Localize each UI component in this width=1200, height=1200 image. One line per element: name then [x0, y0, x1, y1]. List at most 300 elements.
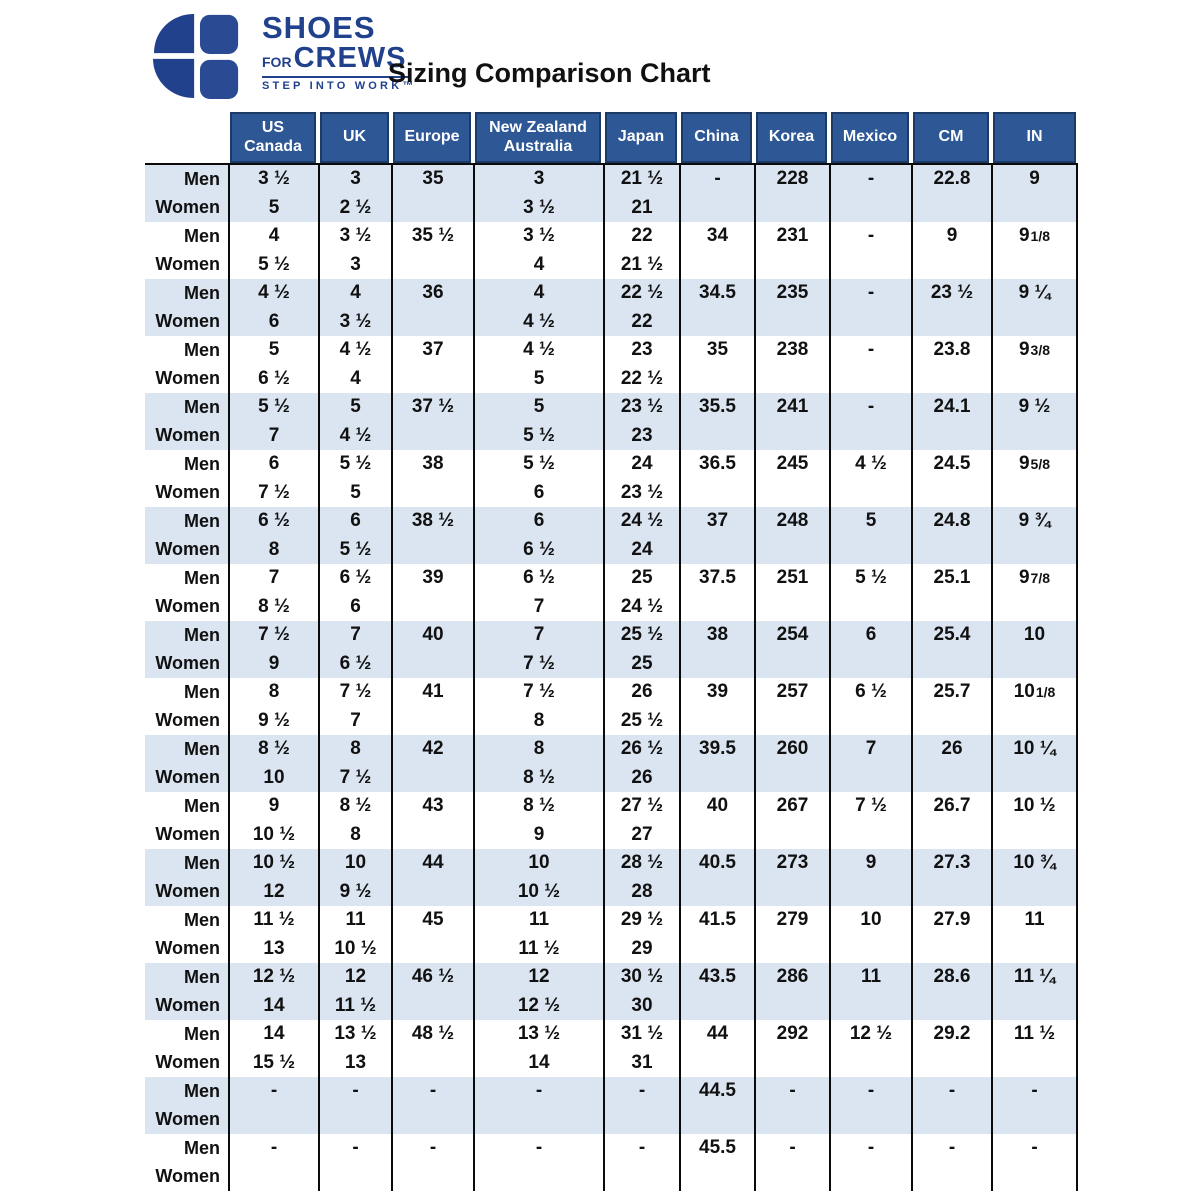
- cell-label-women: Women: [155, 596, 220, 617]
- cell-europe: [391, 963, 473, 1020]
- cell-china-women: [681, 251, 754, 280]
- cell-in-women: [993, 194, 1076, 223]
- cell-label: [145, 1077, 228, 1134]
- cell-nz_au-women: 10 ½: [517, 880, 561, 902]
- cell-uk: [318, 735, 391, 792]
- cell-china-men: 34.5: [699, 282, 736, 304]
- cell-us_canada-women: 13: [263, 937, 285, 959]
- cell-nz_au: [473, 621, 603, 678]
- cell-label: [145, 222, 228, 279]
- cell-label: [145, 735, 228, 792]
- header-label: Mexico: [842, 128, 898, 146]
- cell-uk-women: 7: [350, 709, 361, 731]
- fraction-suffix: 7/8: [1030, 570, 1051, 587]
- cell-cm: [911, 279, 991, 336]
- cell-in: [991, 279, 1078, 336]
- cell-korea: [754, 678, 829, 735]
- cell-europe-women: [393, 1163, 473, 1192]
- fraction-suffix: 5/8: [1030, 456, 1051, 473]
- header-cm: [913, 112, 989, 163]
- cell-europe-men: 38: [422, 453, 444, 475]
- cell-in-women: [993, 1106, 1076, 1135]
- cell-europe-men: -: [429, 1137, 437, 1159]
- cell-nz_au-men: 8: [533, 738, 545, 760]
- cell-mexico: [829, 735, 911, 792]
- cell-china: [679, 507, 754, 564]
- cell-japan-men: 31 ½: [620, 1023, 664, 1045]
- cell-europe: [391, 222, 473, 279]
- cell-us_canada-men: 10 ½: [252, 852, 296, 874]
- header-mexico: [831, 112, 909, 163]
- cell-cm-women: [913, 308, 991, 337]
- cell-japan-men: 26 ½: [620, 738, 664, 760]
- cell-china-men: -: [714, 168, 721, 190]
- cell-uk-men: 12: [344, 966, 367, 988]
- cell-in-women: [993, 935, 1076, 964]
- cell-cm-men: 9: [946, 225, 958, 247]
- cell-us_canada-men: 3 ½: [258, 168, 290, 190]
- fraction-suffix: 1/8: [1035, 684, 1056, 701]
- cell-uk: [318, 507, 391, 564]
- cell-europe: [391, 849, 473, 906]
- cell-japan: [603, 735, 679, 792]
- cell-uk-women: 4 ½: [339, 424, 372, 446]
- cell-nz_au: [473, 507, 603, 564]
- logo-divider: [262, 76, 408, 78]
- cell-us_canada-men: 9: [268, 795, 280, 817]
- cell-nz_au: [473, 849, 603, 906]
- cell-korea: [754, 1077, 829, 1134]
- cell-nz_au-women: 9: [533, 823, 545, 845]
- cell-cm-men: 25.1: [933, 567, 971, 589]
- cell-us_canada-men: 5 ½: [258, 396, 290, 418]
- cell-label-men: Men: [184, 852, 220, 873]
- cell-label-men: Men: [184, 909, 220, 930]
- cell-us_canada: [228, 849, 318, 906]
- cell-uk-women: 5 ½: [339, 538, 372, 560]
- cell-nz_au: [473, 1077, 603, 1134]
- cell-cm-women: [913, 593, 991, 622]
- header-label: Australia: [503, 137, 573, 155]
- cell-mexico-women: [831, 821, 911, 850]
- cell-in-women: [993, 1049, 1076, 1078]
- cell-label: [145, 621, 228, 678]
- cell-japan-men: 26: [631, 681, 653, 703]
- cell-japan-men: 23 ½: [620, 396, 664, 418]
- table-row-pair: [145, 222, 1078, 279]
- shoes-for-crews-logo-icon: [150, 12, 248, 100]
- cell-uk-men: 7: [350, 624, 361, 646]
- cell-korea: [754, 279, 829, 336]
- header-korea: [756, 112, 827, 163]
- cell-uk-women: 6 ½: [339, 652, 372, 674]
- cell-uk-women: 8: [350, 823, 361, 845]
- cell-korea: [754, 963, 829, 1020]
- cell-japan-men: 23: [631, 339, 653, 361]
- cell-japan: [603, 963, 679, 1020]
- cell-label: [145, 906, 228, 963]
- cell-in-women: [993, 878, 1076, 907]
- cell-korea: [754, 450, 829, 507]
- cell-japan-men: -: [638, 1080, 646, 1102]
- cell-us_canada-women: 8: [268, 538, 280, 560]
- cell-in-men: 10 ¼: [1013, 738, 1056, 760]
- cell-europe-men: 38 ½: [411, 510, 455, 532]
- cell-mexico: [829, 507, 911, 564]
- cell-japan: [603, 621, 679, 678]
- cell-uk-men: 11: [345, 909, 366, 931]
- header-japan: [605, 112, 677, 163]
- cell-europe-women: [393, 707, 473, 736]
- cell-label-men: Men: [184, 681, 220, 702]
- cell-china: [679, 336, 754, 393]
- cell-label-women: Women: [155, 1052, 220, 1073]
- cell-label: [145, 279, 228, 336]
- cell-japan-men: 22 ½: [620, 282, 664, 304]
- cell-europe-women: [393, 593, 473, 622]
- cell-nz_au-men: 6: [533, 510, 545, 532]
- table-row-pair: [145, 165, 1078, 222]
- cell-in-women: [993, 707, 1076, 736]
- cell-nz_au-women: 4 ½: [523, 310, 555, 332]
- cell-korea-women: [756, 251, 829, 280]
- cell-us_canada-men: 12 ½: [252, 966, 296, 988]
- cell-europe-men: 42: [422, 738, 444, 760]
- cell-uk-men: 6 ½: [339, 567, 372, 589]
- cell-cm-men: 25.7: [933, 681, 971, 703]
- cell-mexico-women: [831, 707, 911, 736]
- cell-nz_au-men: 3: [533, 168, 545, 190]
- cell-korea-men: 257: [776, 681, 809, 703]
- cell-europe: [391, 450, 473, 507]
- cell-mexico-men: -: [867, 168, 875, 190]
- cell-mexico-men: 4 ½: [855, 453, 887, 475]
- cell-label-women: Women: [155, 482, 220, 503]
- cell-mexico-women: [831, 194, 911, 223]
- cell-cm: [911, 165, 991, 222]
- cell-label-men: Men: [184, 396, 220, 417]
- cell-china-women: [681, 878, 754, 907]
- cell-europe-men: 40: [422, 624, 444, 646]
- cell-nz_au-women: 6 ½: [523, 538, 555, 560]
- cell-nz_au-men: 7: [533, 624, 545, 646]
- logo-word-shoes: SHOES: [262, 10, 376, 45]
- table-row-pair: [145, 849, 1078, 906]
- cell-label-women: Women: [155, 254, 220, 275]
- cell-cm: [911, 1134, 991, 1191]
- cell-korea-men: 292: [776, 1023, 809, 1045]
- cell-mexico-men: -: [867, 225, 875, 247]
- cell-japan-women: 24: [631, 538, 653, 560]
- cell-mexico: [829, 165, 911, 222]
- cell-us_canada-women: 10: [263, 766, 285, 788]
- cell-china-men: 40: [706, 795, 729, 817]
- cell-china: [679, 1020, 754, 1077]
- cell-in-women: [993, 764, 1076, 793]
- cell-in-men: 11 ½: [1013, 1023, 1056, 1045]
- cell-japan-men: 30 ½: [620, 966, 664, 988]
- cell-china-men: 39.5: [699, 738, 736, 760]
- cell-korea-men: 260: [776, 738, 809, 760]
- cell-nz_au-men: -: [535, 1080, 543, 1102]
- cell-japan-men: 24: [631, 453, 653, 475]
- cell-cm-men: 27.3: [933, 852, 971, 874]
- cell-europe-men: -: [429, 1080, 437, 1102]
- header-china: [681, 112, 752, 163]
- cell-us_canada: [228, 222, 318, 279]
- cell-mexico-women: [831, 593, 911, 622]
- cell-uk-men: 10: [344, 852, 367, 874]
- cell-nz_au-women: 7: [533, 595, 545, 617]
- cell-us_canada: [228, 963, 318, 1020]
- cell-mexico-women: [831, 992, 911, 1021]
- cell-uk-men: 7 ½: [339, 681, 372, 703]
- cell-in: [991, 621, 1078, 678]
- cell-uk-women: 13: [344, 1051, 367, 1073]
- cell-in: [991, 849, 1078, 906]
- cell-china: [679, 222, 754, 279]
- cell-europe-women: [393, 821, 473, 850]
- cell-mexico-men: 12 ½: [849, 1023, 893, 1045]
- cell-mexico-men: 6 ½: [855, 681, 887, 703]
- cell-japan-men: 22: [631, 225, 653, 247]
- cell-mexico-men: 9: [865, 852, 877, 874]
- cell-korea-men: 279: [776, 909, 809, 931]
- cell-nz_au: [473, 165, 603, 222]
- cell-us_canada-men: 7 ½: [258, 624, 290, 646]
- cell-mexico-women: [831, 1106, 911, 1135]
- cell-europe-men: 44: [422, 852, 444, 874]
- cell-korea-women: [756, 935, 829, 964]
- cell-in: [991, 792, 1078, 849]
- cell-korea-men: -: [789, 1080, 796, 1102]
- cell-europe: [391, 621, 473, 678]
- cell-europe-men: 39: [422, 567, 444, 589]
- cell-china-men: 45.5: [699, 1137, 736, 1159]
- cell-label: [145, 1134, 228, 1191]
- cell-us_canada-men: 7: [268, 567, 280, 589]
- cell-china: [679, 678, 754, 735]
- cell-europe-women: [393, 194, 473, 223]
- cell-us_canada: [228, 336, 318, 393]
- cell-label-women: Women: [155, 197, 220, 218]
- cell-cm-women: [913, 1106, 991, 1135]
- header-label: CM: [938, 128, 964, 146]
- cell-us_canada-women: 9: [268, 652, 280, 674]
- cell-label-women: Women: [155, 1166, 220, 1187]
- cell-mexico: [829, 564, 911, 621]
- cell-uk: [318, 165, 391, 222]
- table-row-pair: [145, 450, 1078, 507]
- table-row-pair: [145, 564, 1078, 621]
- cell-nz_au: [473, 906, 603, 963]
- cell-us_canada: [228, 678, 318, 735]
- cell-mexico: [829, 792, 911, 849]
- cell-in-women: [993, 365, 1076, 394]
- cell-korea-women: [756, 593, 829, 622]
- cell-europe-women: [393, 308, 473, 337]
- cell-in-men: 10 1/8: [1013, 681, 1056, 703]
- cell-label-men: Men: [184, 624, 220, 645]
- cell-uk: [318, 1020, 391, 1077]
- cell-mexico-women: [831, 308, 911, 337]
- cell-nz_au-men: 8 ½: [523, 795, 555, 817]
- cell-us_canada-women: 15 ½: [252, 1051, 296, 1073]
- cell-korea: [754, 564, 829, 621]
- cell-europe: [391, 279, 473, 336]
- cell-mexico-men: 10: [860, 909, 882, 931]
- cell-label-men: Men: [184, 225, 220, 246]
- cell-mexico-women: [831, 878, 911, 907]
- cell-europe-men: 48 ½: [411, 1023, 455, 1045]
- cell-korea-men: 267: [776, 795, 809, 817]
- cell-nz_au: [473, 336, 603, 393]
- cell-in-men: 10 ½: [1013, 795, 1056, 817]
- cell-label-men: Men: [184, 1080, 220, 1101]
- cell-nz_au-women: 8 ½: [523, 766, 555, 788]
- cell-nz_au-women: [475, 1163, 603, 1192]
- cell-in-women: [993, 308, 1076, 337]
- cell-cm-men: 24.1: [933, 396, 971, 418]
- cell-cm-men: 24.5: [933, 453, 971, 475]
- header-label: Japan: [617, 128, 665, 146]
- cell-japan-women: 23: [631, 424, 653, 446]
- header-label: China: [694, 128, 739, 146]
- cell-nz_au-men: 4 ½: [523, 339, 555, 361]
- cell-uk-men: 4 ½: [339, 339, 372, 361]
- cell-japan-men: 25: [631, 567, 653, 589]
- cell-china: [679, 165, 754, 222]
- cell-china: [679, 621, 754, 678]
- cell-us_canada: [228, 279, 318, 336]
- cell-mexico-women: [831, 479, 911, 508]
- cell-mexico-men: 6: [865, 624, 877, 646]
- cell-cm-women: [913, 878, 991, 907]
- cell-in: [991, 165, 1078, 222]
- cell-uk-women: 5: [350, 481, 361, 503]
- cell-cm: [911, 564, 991, 621]
- cell-japan: [603, 1134, 679, 1191]
- cell-uk-women: 9 ½: [339, 880, 372, 902]
- cell-label: [145, 450, 228, 507]
- cell-europe: [391, 906, 473, 963]
- cell-label: [145, 678, 228, 735]
- cell-mexico-women: [831, 764, 911, 793]
- cell-in-women: [993, 1163, 1076, 1192]
- cell-korea-men: 254: [776, 624, 809, 646]
- cell-cm: [911, 222, 991, 279]
- cell-uk: [318, 678, 391, 735]
- cell-in-men: 9 ½: [1018, 396, 1051, 418]
- cell-china: [679, 564, 754, 621]
- cell-label-men: Men: [184, 966, 220, 987]
- cell-us_canada-men: 8 ½: [258, 738, 290, 760]
- cell-china: [679, 963, 754, 1020]
- cell-mexico-women: [831, 536, 911, 565]
- cell-uk: [318, 336, 391, 393]
- cell-china-men: 36.5: [699, 453, 736, 475]
- cell-uk: [318, 849, 391, 906]
- cell-china: [679, 1077, 754, 1134]
- cell-uk-men: 8 ½: [339, 795, 372, 817]
- cell-mexico: [829, 621, 911, 678]
- cell-in: [991, 1134, 1078, 1191]
- cell-uk: [318, 906, 391, 963]
- cell-label-men: Men: [184, 567, 220, 588]
- cell-mexico: [829, 279, 911, 336]
- cell-label: [145, 393, 228, 450]
- header-us_canada: [230, 112, 316, 163]
- cell-in: [991, 1020, 1078, 1077]
- cell-china-men: 40.5: [699, 852, 736, 874]
- cell-china: [679, 906, 754, 963]
- cell-korea: [754, 849, 829, 906]
- cell-us_canada: [228, 1077, 318, 1134]
- table-row-pair: [145, 1077, 1078, 1134]
- cell-in: [991, 963, 1078, 1020]
- cell-korea: [754, 507, 829, 564]
- cell-us_canada-women: 10 ½: [252, 823, 296, 845]
- cell-uk: [318, 1134, 391, 1191]
- cell-cm: [911, 1020, 991, 1077]
- cell-nz_au: [473, 963, 603, 1020]
- cell-in-men: 9 5/8: [1018, 453, 1051, 475]
- cell-in-women: [993, 992, 1076, 1021]
- cell-cm-men: 25.4: [933, 624, 971, 646]
- cell-mexico-men: 7: [865, 738, 877, 760]
- cell-china-women: [681, 422, 754, 451]
- cell-cm-men: 22.8: [933, 168, 971, 190]
- cell-in-men: 10 ¾: [1013, 852, 1056, 874]
- cell-uk-women: 10 ½: [334, 937, 377, 959]
- cell-label-men: Men: [184, 510, 220, 531]
- cell-mexico-women: [831, 1049, 911, 1078]
- cell-japan-women: 27: [631, 823, 653, 845]
- cell-uk-men: 3: [350, 168, 361, 190]
- cell-europe-women: [393, 365, 473, 394]
- cell-mexico-women: [831, 251, 911, 280]
- cell-china-women: [681, 821, 754, 850]
- cell-europe-men: 35: [422, 168, 444, 190]
- cell-cm: [911, 336, 991, 393]
- logo-word-for: FOR: [262, 54, 292, 70]
- cell-mexico-men: -: [867, 1137, 875, 1159]
- cell-china-women: [681, 1106, 754, 1135]
- cell-korea-men: -: [789, 1137, 796, 1159]
- cell-cm: [911, 735, 991, 792]
- cell-uk: [318, 621, 391, 678]
- cell-us_canada-men: 4: [268, 225, 280, 247]
- cell-nz_au: [473, 564, 603, 621]
- cell-us_canada-men: 8: [268, 681, 280, 703]
- cell-label-women: Women: [155, 881, 220, 902]
- cell-label: [145, 507, 228, 564]
- cell-cm: [911, 678, 991, 735]
- header-label: New Zealand: [489, 119, 587, 137]
- cell-mexico-men: -: [867, 339, 875, 361]
- cell-us_canada-women: 14: [263, 994, 285, 1016]
- cell-korea-women: [756, 1049, 829, 1078]
- cell-in-men: -: [1031, 1137, 1038, 1159]
- cell-uk-men: 6: [350, 510, 361, 532]
- cell-cm-women: [913, 935, 991, 964]
- cell-nz_au: [473, 735, 603, 792]
- cell-china-men: 35.5: [699, 396, 736, 418]
- cell-cm: [911, 393, 991, 450]
- cell-cm-women: [913, 536, 991, 565]
- cell-label-women: Women: [155, 368, 220, 389]
- header-label: US: [261, 119, 285, 137]
